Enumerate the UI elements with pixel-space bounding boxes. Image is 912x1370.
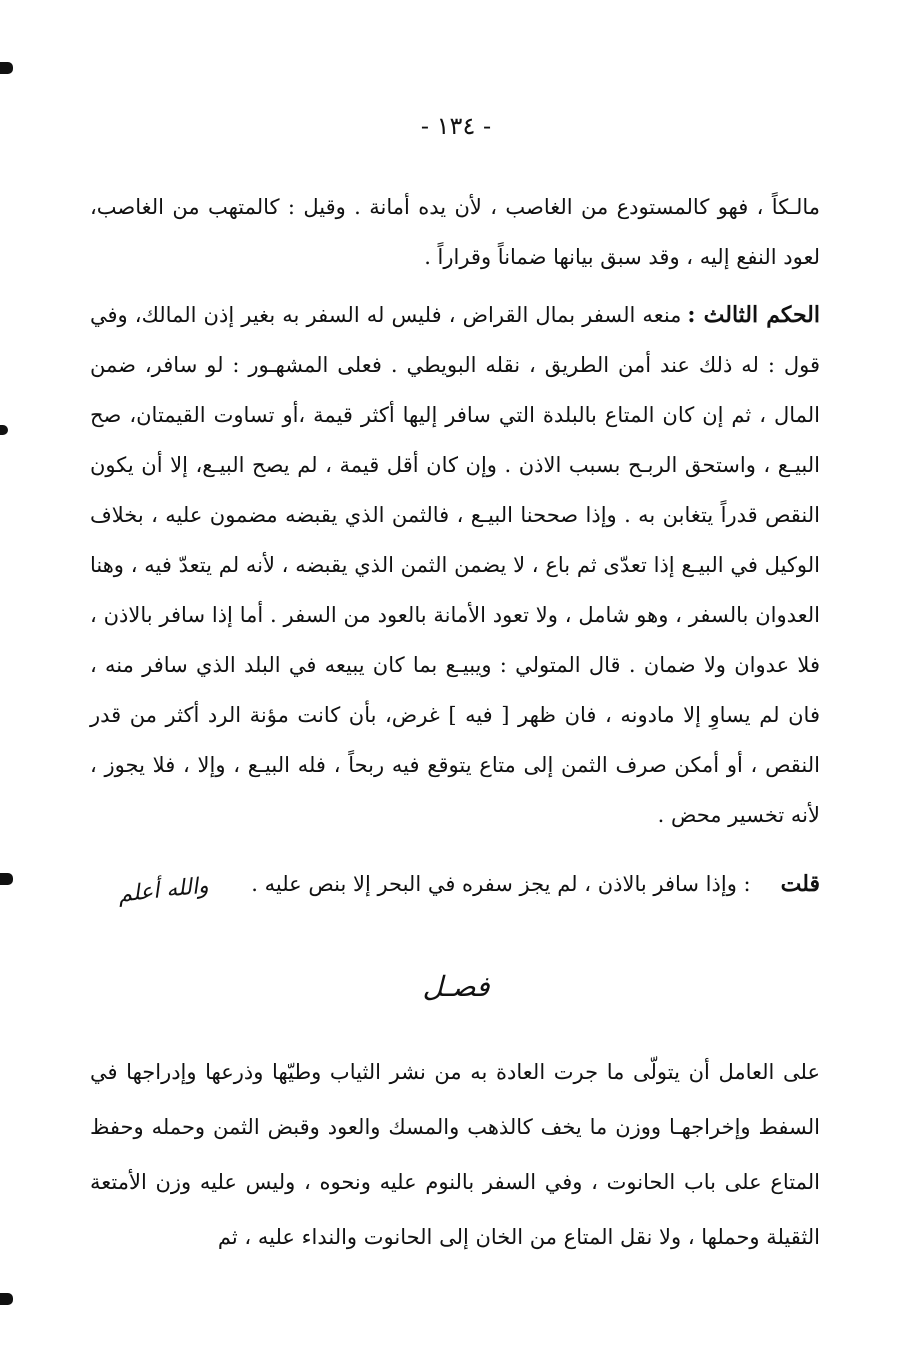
paragraph-2	[90, 290, 820, 840]
paragraph-1-text: مالـكاً ، فهو كالمستودع من الغاصب ، لأن يده أمانة . وقيل : كالمتهب من الغاصب، لعود النفع إليه ، وقد سبق بيانها ضماناً وقراراً .	[90, 195, 820, 269]
qult-label: قلت	[780, 871, 820, 897]
margin-scan-mark	[0, 1293, 13, 1305]
ruling-heading: الحكم الثالث :	[687, 302, 820, 328]
margin-scan-mark	[0, 425, 8, 435]
qult-text: : وإذا سافر بالاذن ، لم يجز سفره في البحر إلا بنص عليه .	[251, 872, 751, 896]
page-number: - ١٣٤ -	[420, 112, 492, 140]
paragraph-2-text	[90, 290, 820, 840]
paragraph-2-body: منعه السفر بمال القراض ، فليس له السفر به بغير إذن المالك، وفي قول : له ذلك عند أمن الطريق ، نقله البويطي . فعلى المشهـور : لو سافر، ضمن المال ، ثم إن كان المتاع بالبلدة التي سافر إليها أكثر قيمة ،أو تساوت القيمتان، صح البيـع ، واستحق الربـح بسبب الاذن . وإن كان أقل قيمة ، لم يصح البيـع، إلا أن يكون النقص قدراً يتغابن به . وإذا صححنا البيـع ، فالثمن الذي يقبضه مضمون عليه ، بخلاف الوكيل في البيـع إذا تعدّى ثم باع ، لا يضمن الثمن الذي يقبضه ، لأنه لم يتعدّ فيه ، وهنا العدوان بالسفر ، وهو شامل ، ولا تعود الأمانة بالعود من السفر . أما إذا سافر بالاذن ، فلا عدوان ولا ضمان . قال المتولي : ويبيـع بما كان يبيعه في البلد الذي سافر منه ، فان لم يساوِ إلا مادونه ، فان ظهر [ فيه ] غرض، بأن كانت مؤنة الرد أكثر من قدر النقص ، أو أمكن صرف الثمن إلى متاع يتوقع فيه ربحاً ، فله البيـع ، وإلا ، فلا يجوز ، لأنه تخسير محض .	[90, 303, 820, 827]
closing-phrase: والله أعلم	[116, 873, 210, 908]
section-heading: فصـل	[422, 970, 490, 1003]
margin-scan-mark	[0, 873, 13, 885]
section-body-text: على العامل أن يتولّى ما جرت العادة به من نشر الثياب وطيّها وذرعها وإدراجها في السفط وإخراجهـا ووزن ما يخف كالذهب والمسك والعود وقبض الثمن وحمله وحفظ المتاع على باب الحانوت ، وفي السفر بالنوم عليه ونحوه ، وليس عليه وزن الأمتعة الثقيلة وحملها ، ولا نقل المتاع من الخان إلى الحانوت والنداء عليه ، ثم	[90, 1060, 820, 1249]
margin-scan-mark	[0, 62, 13, 74]
section-body	[90, 1045, 820, 1265]
paragraph-1	[90, 182, 820, 282]
